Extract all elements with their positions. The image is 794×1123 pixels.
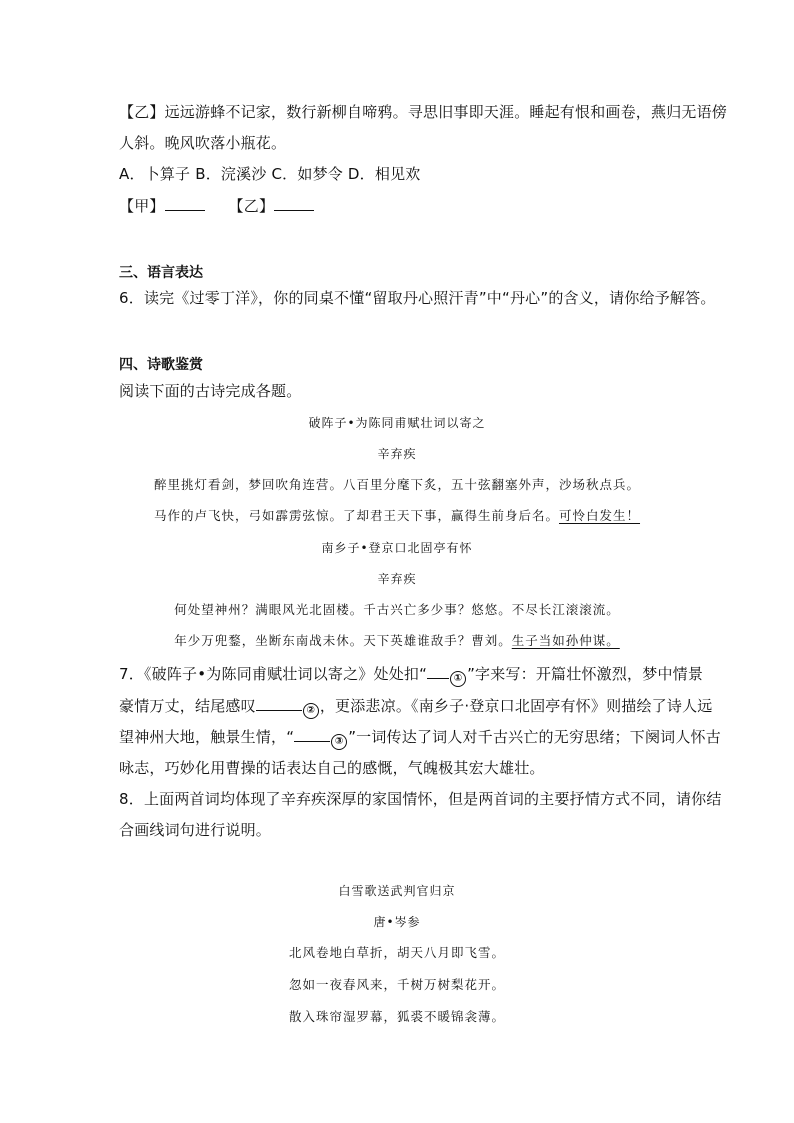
poem1-line2 — [0, 507, 794, 525]
answer-label-yi: 【乙】 — [228, 197, 275, 215]
q7-text-f: ”一词传达了词人对千古兴亡的无穷思绪；下阕词人怀古 — [348, 728, 721, 746]
q7-line1 — [119, 664, 703, 687]
poem1-line1: 醉里挑灯看剑，梦回吹角连营。八百里分麾下炙，五十弦翻塞外声，沙场秋点兵。 — [153, 477, 640, 492]
poem2-line2 — [0, 632, 794, 650]
q7-line3 — [119, 727, 721, 750]
answer-blank-yi[interactable] — [274, 196, 314, 211]
poem2-line2-text: 年少万兜鍪，坐断东南战未休。天下英雄谁敌手？曹刘。 — [174, 633, 512, 648]
section3-heading: 三、语言表达 — [119, 265, 203, 281]
q5-options: A．卜算子 B．浣溪沙 C．如梦令 D．相见欢 — [119, 165, 421, 183]
q8-line1: 8．上面两首词均体现了辛弃疾深厚的家国情怀，但是两首词的主要抒情方式不同，请你结 — [119, 790, 722, 808]
q7-text-d: ，更添悲凉。《南乡子·登京口北固亭有怀》则描绘了诗人远 — [319, 697, 713, 715]
poem3-author: 唐•岑参 — [373, 915, 421, 929]
poem2-line1: 何处望神州？满眼风光北固楼。千古兴亡多少事？悠悠。不尽长江滚滚流。 — [174, 602, 620, 617]
q7-mark-3: ③ — [331, 734, 347, 750]
poem1-underlined-phrase: 可怜白发生！ — [559, 508, 641, 523]
poem2-title: 南乡子•登京口北固亭有怀 — [321, 541, 473, 555]
poem2-author: 辛弃疾 — [377, 572, 417, 586]
poem3-line3: 散入珠帘湿罗幕，狐裘不暖锦衾薄。 — [288, 1009, 505, 1024]
q7-mark-1: ① — [450, 671, 466, 687]
q7-text-e: 望神州大地，触景生情，“ — [119, 728, 295, 746]
q7-line4: 咏志，巧妙化用曹操的话表达自己的感慨，气魄极其宏大雄壮。 — [119, 759, 545, 777]
poem3-title: 白雪歌送武判官归京 — [338, 884, 456, 898]
poem1-title: 破阵子•为陈同甫赋壮词以寄之 — [308, 416, 486, 430]
q7-blank-3[interactable] — [294, 727, 330, 742]
poem3-line2: 忽如一夜春风来，千树万树梨花开。 — [288, 977, 505, 992]
q7-text-a: 7．《破阵子•为陈同甫赋壮词以寄之》处处扣“ — [119, 665, 428, 683]
q7-text-c: 豪情万丈，结尾感叹 — [119, 697, 256, 715]
q7-blank-2[interactable] — [256, 696, 302, 711]
q7-line2 — [119, 696, 712, 719]
q5-answer-row — [119, 196, 314, 216]
poem2-underlined-phrase: 生子当如孙仲谋。 — [511, 633, 620, 648]
q6-text: 6．读完《过零丁洋》，你的同桌不懂“留取丹心照汗青”中“丹心”的含义，请你给予解答。 — [119, 289, 716, 307]
answer-blank-jia[interactable] — [165, 196, 205, 211]
q5-yi-text-line2: 人斜。晚风吹落小瓶花。 — [119, 134, 287, 152]
poem3-line1: 北风卷地白草折，胡天八月即飞雪。 — [288, 945, 505, 960]
poem1-author: 辛弃疾 — [377, 447, 417, 461]
section4-heading: 四、诗歌鉴赏 — [119, 357, 203, 373]
answer-label-jia: 【甲】 — [119, 197, 165, 215]
q5-yi-text-line1: 【乙】远远游蜂不记家，数行新柳自啼鸦。寻思旧事即天涯。睡起有恨和画卷，燕归无语傍 — [119, 103, 728, 121]
q7-mark-2: ② — [303, 703, 319, 719]
section4-intro: 阅读下面的古诗完成各题。 — [119, 382, 302, 400]
q8-line2: 合画线词句进行说明。 — [119, 821, 272, 839]
poem1-line2-text: 马作的卢飞快，弓如霹雳弦惊。了却君王天下事，赢得生前身后名。 — [153, 508, 559, 523]
q7-blank-1[interactable] — [427, 664, 449, 679]
q7-text-b: ”字来写：开篇壮怀激烈，梦中情景 — [467, 665, 704, 683]
